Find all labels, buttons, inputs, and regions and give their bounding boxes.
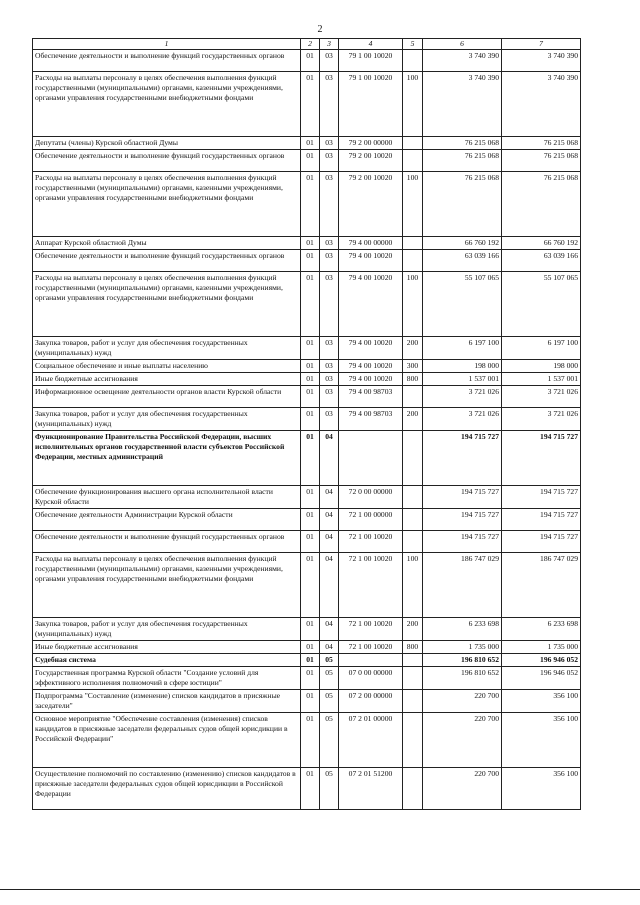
table-row <box>33 150 581 172</box>
section-code: 01 <box>301 431 320 486</box>
section-code: 01 <box>301 531 320 553</box>
subsection-code: 04 <box>320 486 339 509</box>
amount-col-6: 220 700 <box>423 768 502 810</box>
target-article-code: 79 4 00 10020 <box>339 360 403 373</box>
row-name: Иные бюджетные ассигнования <box>33 373 301 386</box>
amount-col-6: 3 721 026 <box>423 408 502 431</box>
expense-type-code: 200 <box>403 408 423 431</box>
amount-col-6: 6 233 698 <box>423 618 502 641</box>
amount-col-7: 3 721 026 <box>502 408 581 431</box>
target-article-code: 79 4 00 10020 <box>339 272 403 337</box>
target-article-code: 79 4 00 10020 <box>339 250 403 272</box>
amount-col-7: 3 740 390 <box>502 72 581 137</box>
amount-col-7: 76 215 068 <box>502 150 581 172</box>
row-name: Закупка товаров, работ и услуг для обеспечения государственных (муниципальных) нужд <box>33 337 301 360</box>
subsection-code: 05 <box>320 713 339 768</box>
target-article-code: 07 0 00 00000 <box>339 667 403 690</box>
amount-col-7: 3 740 390 <box>502 50 581 72</box>
target-article-code: 07 2 01 00000 <box>339 713 403 768</box>
section-code: 01 <box>301 408 320 431</box>
target-article-code: 79 4 00 10020 <box>339 337 403 360</box>
section-code: 01 <box>301 509 320 531</box>
expense-type-code <box>403 531 423 553</box>
amount-col-7: 356 100 <box>502 690 581 713</box>
expense-type-code: 200 <box>403 618 423 641</box>
subsection-code: 05 <box>320 667 339 690</box>
target-article-code: 72 1 00 00000 <box>339 509 403 531</box>
subsection-code: 04 <box>320 553 339 618</box>
amount-col-6: 66 760 192 <box>423 237 502 250</box>
amount-col-6: 220 700 <box>423 713 502 768</box>
subsection-code: 03 <box>320 172 339 237</box>
section-code: 01 <box>301 150 320 172</box>
target-article-code: 79 1 00 10020 <box>339 72 403 137</box>
table-row <box>33 250 581 272</box>
amount-col-7: 194 715 727 <box>502 509 581 531</box>
expense-type-code: 100 <box>403 72 423 137</box>
budget-table <box>32 38 581 810</box>
row-name: Обеспечение деятельности и выполнение функций государственных органов <box>33 250 301 272</box>
target-article-code: 79 2 00 00000 <box>339 137 403 150</box>
section-code: 01 <box>301 768 320 810</box>
subsection-code: 03 <box>320 72 339 137</box>
target-article-code: 79 4 00 98703 <box>339 408 403 431</box>
row-name: Судебная система <box>33 654 301 667</box>
section-code: 01 <box>301 337 320 360</box>
amount-col-6: 194 715 727 <box>423 531 502 553</box>
amount-col-7: 198 000 <box>502 360 581 373</box>
section-code: 01 <box>301 553 320 618</box>
subsection-code: 03 <box>320 237 339 250</box>
amount-col-7: 1 735 000 <box>502 641 581 654</box>
amount-col-7: 6 197 100 <box>502 337 581 360</box>
row-name: Осуществление полномочий по составлению (изменению) списков кандидатов в присяжные заседатели федеральных судов общей юрисдикции в Российской Федерации <box>33 768 301 810</box>
target-article-code: 72 1 00 10020 <box>339 641 403 654</box>
row-name: Подпрограмма "Составление (изменение) списков кандидатов в присяжные заседатели" <box>33 690 301 713</box>
row-name: Расходы на выплаты персоналу в целях обеспечения выполнения функций государственными (муниципальными) органами, казенными учреждениями, органами управления государственными внебюджетными фондами <box>33 272 301 337</box>
table-row <box>33 486 581 509</box>
header-col-2: 2 <box>301 39 320 50</box>
subsection-code: 04 <box>320 641 339 654</box>
section-code: 01 <box>301 486 320 509</box>
row-name: Обеспечение деятельности и выполнение функций государственных органов <box>33 531 301 553</box>
target-article-code: 72 1 00 10020 <box>339 531 403 553</box>
subsection-code: 05 <box>320 690 339 713</box>
subsection-code: 03 <box>320 272 339 337</box>
target-article-code: 72 0 00 00000 <box>339 486 403 509</box>
table-row <box>33 137 581 150</box>
subsection-code: 03 <box>320 137 339 150</box>
amount-col-6: 186 747 029 <box>423 553 502 618</box>
amount-col-6: 3 740 390 <box>423 50 502 72</box>
bottom-rule <box>0 889 640 890</box>
target-article-code: 79 4 00 10020 <box>339 373 403 386</box>
table-row <box>33 531 581 553</box>
table-row <box>33 553 581 618</box>
row-name: Функционирование Правительства Российской Федерации, высших исполнительных органов государственной власти субъектов Российской Федерации, местных администраций <box>33 431 301 486</box>
target-article-code: 72 1 00 10020 <box>339 618 403 641</box>
amount-col-7: 76 215 068 <box>502 137 581 150</box>
section-code: 01 <box>301 50 320 72</box>
amount-col-6: 76 215 068 <box>423 150 502 172</box>
amount-col-6: 76 215 068 <box>423 172 502 237</box>
target-article-code: 79 2 00 10020 <box>339 172 403 237</box>
section-code: 01 <box>301 137 320 150</box>
table-row <box>33 690 581 713</box>
expense-type-code <box>403 137 423 150</box>
row-name: Основное мероприятие "Обеспечение составления (изменения) списков кандидатов в присяжные заседатели федеральных судов общей юрисдикции в Российской Федерации" <box>33 713 301 768</box>
table-row <box>33 72 581 137</box>
row-name: Депутаты (члены) Курской областной Думы <box>33 137 301 150</box>
section-code: 01 <box>301 72 320 137</box>
section-code: 01 <box>301 172 320 237</box>
expense-type-code <box>403 486 423 509</box>
row-name: Иные бюджетные ассигнования <box>33 641 301 654</box>
amount-col-6: 194 715 727 <box>423 509 502 531</box>
table-row <box>33 337 581 360</box>
subsection-code: 03 <box>320 408 339 431</box>
subsection-code: 03 <box>320 360 339 373</box>
table-row <box>33 641 581 654</box>
subsection-code: 04 <box>320 618 339 641</box>
section-code: 01 <box>301 360 320 373</box>
row-name: Обеспечение деятельности Администрации Курской области <box>33 509 301 531</box>
header-col-3: 3 <box>320 39 339 50</box>
amount-col-7: 6 233 698 <box>502 618 581 641</box>
table-row <box>33 618 581 641</box>
expense-type-code: 100 <box>403 272 423 337</box>
expense-type-code <box>403 237 423 250</box>
row-name: Расходы на выплаты персоналу в целях обеспечения выполнения функций государственными (муниципальными) органами, казенными учреждениями, органами управления государственными внебюджетными фондами <box>33 72 301 137</box>
target-article-code <box>339 431 403 486</box>
header-col-7: 7 <box>502 39 581 50</box>
row-name: Расходы на выплаты персоналу в целях обеспечения выполнения функций государственными (муниципальными) органами, казенными учреждениями, органами управления государственными внебюджетными фондами <box>33 553 301 618</box>
expense-type-code: 300 <box>403 360 423 373</box>
subsection-code: 03 <box>320 250 339 272</box>
amount-col-7: 196 946 052 <box>502 654 581 667</box>
section-code: 01 <box>301 641 320 654</box>
amount-col-7: 194 715 727 <box>502 531 581 553</box>
section-code: 01 <box>301 618 320 641</box>
table-header-row <box>33 39 581 50</box>
expense-type-code <box>403 509 423 531</box>
row-name: Обеспечение деятельности и выполнение функций государственных органов <box>33 50 301 72</box>
amount-col-6: 3 721 026 <box>423 386 502 408</box>
target-article-code: 07 2 01 51200 <box>339 768 403 810</box>
section-code: 01 <box>301 250 320 272</box>
subsection-code: 03 <box>320 50 339 72</box>
target-article-code: 79 1 00 10020 <box>339 50 403 72</box>
table-row <box>33 272 581 337</box>
table-row <box>33 431 581 486</box>
header-col-6: 6 <box>423 39 502 50</box>
expense-type-code <box>403 654 423 667</box>
section-code: 01 <box>301 667 320 690</box>
amount-col-7: 63 039 166 <box>502 250 581 272</box>
expense-type-code <box>403 713 423 768</box>
amount-col-7: 1 537 001 <box>502 373 581 386</box>
amount-col-7: 356 100 <box>502 713 581 768</box>
amount-col-6: 198 000 <box>423 360 502 373</box>
subsection-code: 03 <box>320 337 339 360</box>
amount-col-6: 3 740 390 <box>423 72 502 137</box>
expense-type-code <box>403 667 423 690</box>
subsection-code: 04 <box>320 431 339 486</box>
table-row <box>33 667 581 690</box>
amount-col-6: 76 215 068 <box>423 137 502 150</box>
table-row <box>33 360 581 373</box>
section-code: 01 <box>301 690 320 713</box>
expense-type-code: 800 <box>403 641 423 654</box>
subsection-code: 03 <box>320 373 339 386</box>
header-col-1: 1 <box>33 39 301 50</box>
expense-type-code: 800 <box>403 373 423 386</box>
subsection-code: 04 <box>320 531 339 553</box>
section-code: 01 <box>301 237 320 250</box>
amount-col-7: 194 715 727 <box>502 486 581 509</box>
amount-col-6: 55 107 065 <box>423 272 502 337</box>
section-code: 01 <box>301 386 320 408</box>
amount-col-6: 1 735 000 <box>423 641 502 654</box>
row-name: Расходы на выплаты персоналу в целях обеспечения выполнения функций государственными (муниципальными) органами, казенными учреждениями, органами управления государственными внебюджетными фондами <box>33 172 301 237</box>
row-name: Аппарат Курской областной Думы <box>33 237 301 250</box>
row-name: Обеспечение функционирования высшего органа исполнительной власти Курской области <box>33 486 301 509</box>
amount-col-7: 194 715 727 <box>502 431 581 486</box>
target-article-code: 79 4 00 00000 <box>339 237 403 250</box>
expense-type-code: 100 <box>403 172 423 237</box>
expense-type-code: 200 <box>403 337 423 360</box>
row-name: Информационное освещение деятельности органов власти Курской области <box>33 386 301 408</box>
table-row <box>33 50 581 72</box>
amount-col-6: 6 197 100 <box>423 337 502 360</box>
amount-col-7: 76 215 068 <box>502 172 581 237</box>
expense-type-code <box>403 431 423 486</box>
amount-col-6: 196 810 652 <box>423 667 502 690</box>
header-col-4: 4 <box>339 39 403 50</box>
table-row <box>33 713 581 768</box>
table-row <box>33 373 581 386</box>
section-code: 01 <box>301 272 320 337</box>
amount-col-6: 196 810 652 <box>423 654 502 667</box>
subsection-code: 05 <box>320 654 339 667</box>
expense-type-code <box>403 150 423 172</box>
amount-col-7: 356 100 <box>502 768 581 810</box>
amount-col-6: 220 700 <box>423 690 502 713</box>
target-article-code: 79 4 00 98703 <box>339 386 403 408</box>
table-row <box>33 408 581 431</box>
row-name: Государственная программа Курской области "Создание условий для эффективного исполнения полномочий в сфере юстиции" <box>33 667 301 690</box>
target-article-code: 72 1 00 10020 <box>339 553 403 618</box>
table-row <box>33 386 581 408</box>
subsection-code: 05 <box>320 768 339 810</box>
amount-col-7: 3 721 026 <box>502 386 581 408</box>
table-row <box>33 654 581 667</box>
section-code: 01 <box>301 713 320 768</box>
amount-col-6: 194 715 727 <box>423 486 502 509</box>
row-name: Закупка товаров, работ и услуг для обеспечения государственных (муниципальных) нужд <box>33 618 301 641</box>
row-name: Обеспечение деятельности и выполнение функций государственных органов <box>33 150 301 172</box>
target-article-code <box>339 654 403 667</box>
expense-type-code: 100 <box>403 553 423 618</box>
target-article-code: 07 2 00 00000 <box>339 690 403 713</box>
expense-type-code <box>403 768 423 810</box>
amount-col-7: 196 946 052 <box>502 667 581 690</box>
expense-type-code <box>403 386 423 408</box>
table-row <box>33 172 581 237</box>
amount-col-6: 63 039 166 <box>423 250 502 272</box>
row-name: Закупка товаров, работ и услуг для обеспечения государственных (муниципальных) нужд <box>33 408 301 431</box>
section-code: 01 <box>301 654 320 667</box>
row-name: Социальное обеспечение и иные выплаты населению <box>33 360 301 373</box>
amount-col-7: 186 747 029 <box>502 553 581 618</box>
table-row <box>33 768 581 810</box>
amount-col-7: 66 760 192 <box>502 237 581 250</box>
subsection-code: 04 <box>320 509 339 531</box>
header-col-5: 5 <box>403 39 423 50</box>
subsection-code: 03 <box>320 386 339 408</box>
page-number: 2 <box>317 24 323 35</box>
table-row <box>33 237 581 250</box>
amount-col-7: 55 107 065 <box>502 272 581 337</box>
section-code: 01 <box>301 373 320 386</box>
table-row <box>33 509 581 531</box>
amount-col-6: 194 715 727 <box>423 431 502 486</box>
subsection-code: 03 <box>320 150 339 172</box>
amount-col-6: 1 537 001 <box>423 373 502 386</box>
target-article-code: 79 2 00 10020 <box>339 150 403 172</box>
expense-type-code <box>403 690 423 713</box>
expense-type-code <box>403 250 423 272</box>
expense-type-code <box>403 50 423 72</box>
